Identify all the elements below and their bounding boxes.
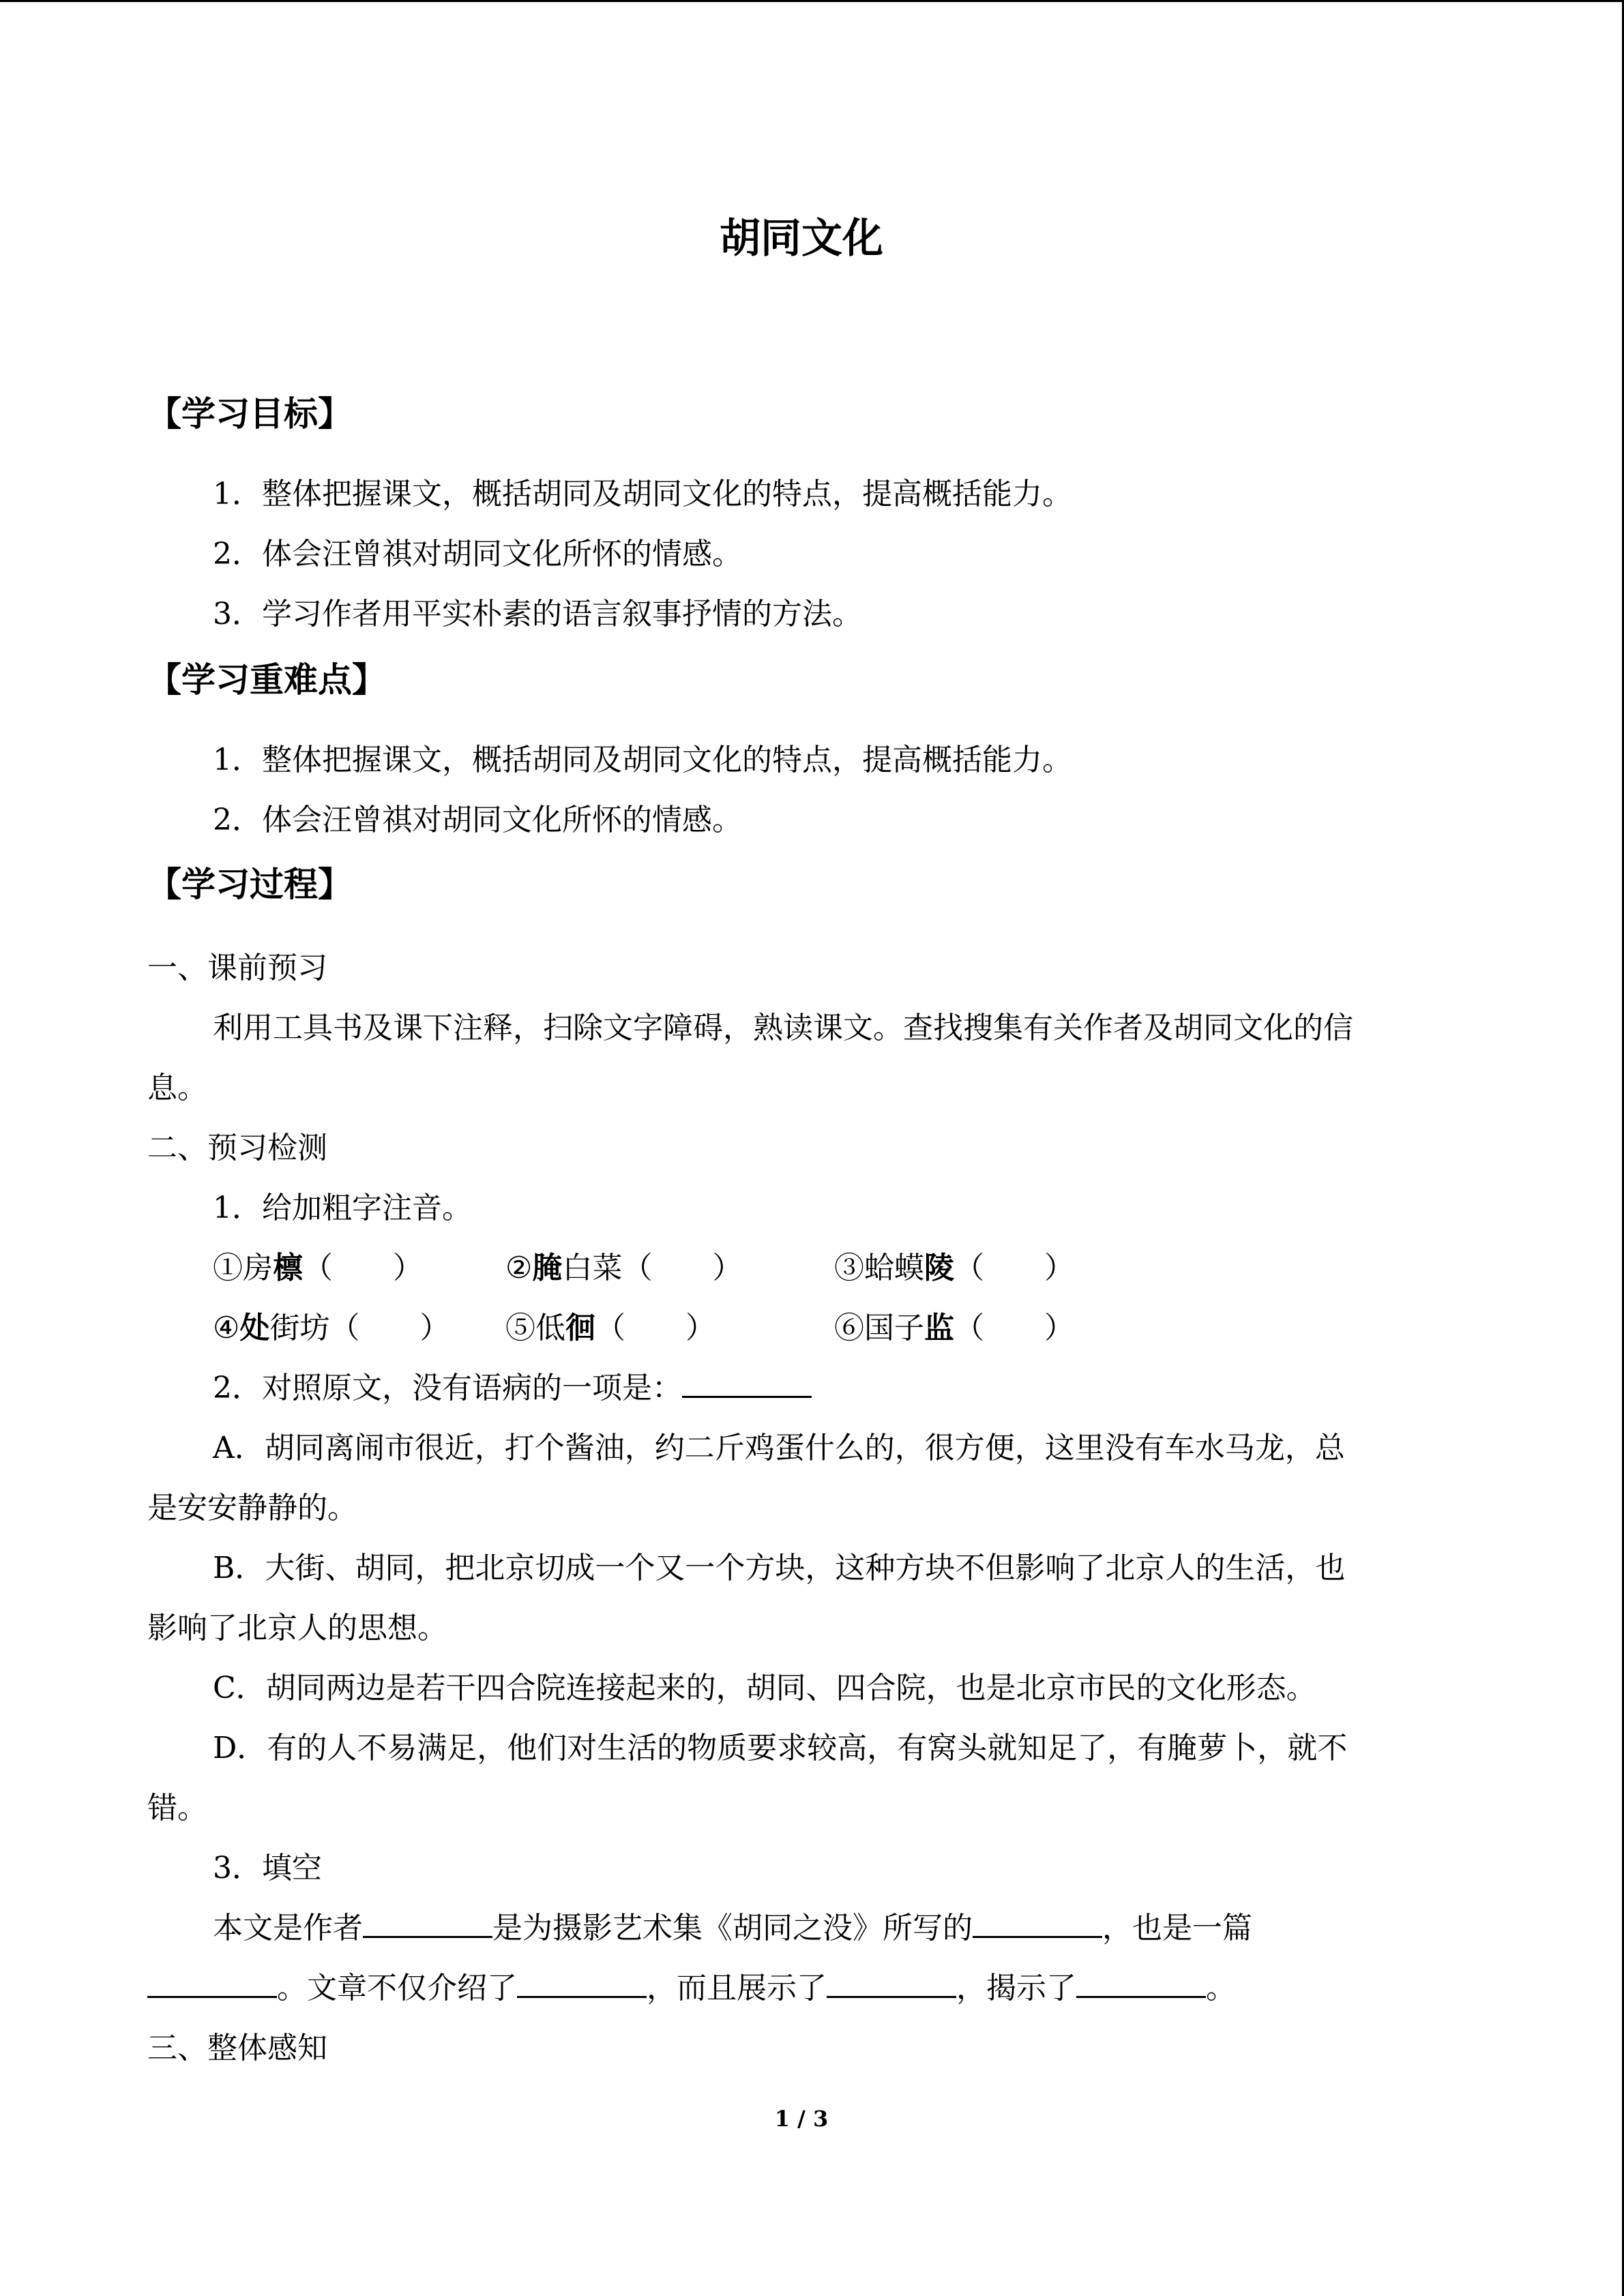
question-3: 3．填空: [213, 1851, 322, 1885]
option-b-continued: 影响了北京人的思想。: [147, 1611, 447, 1645]
answer-blank[interactable]: [682, 1369, 812, 1398]
pron-prefix: ⑤低: [505, 1311, 565, 1345]
answer-blank[interactable]: [1076, 1969, 1206, 1998]
pron-answer-paren: 街坊（ ）: [269, 1311, 450, 1345]
goal-item: 3．学习作者用平实朴素的语言叙事抒情的方法。: [213, 597, 862, 631]
question-1: 1．给加粗字注音。: [213, 1191, 472, 1225]
preview-text: 利用工具书及课下注释，扫除文字障碍，熟读课文。查找搜集有关作者及胡同文化的信: [213, 1011, 1353, 1045]
option-a-continued: 是安安静静的。: [147, 1491, 357, 1525]
question-2: [213, 1368, 812, 1409]
page-border-top: [0, 0, 1624, 2]
question-2-text: 2．对照原文，没有语病的一项是：: [213, 1371, 682, 1405]
answer-blank[interactable]: [827, 1969, 956, 1998]
option-a: A．胡同离闹市很近，打个酱油，约二斤鸡蛋什么的，很方便，这里没有车水马龙，总: [213, 1431, 1345, 1465]
answer-blank[interactable]: [517, 1969, 647, 1998]
part-title-check: 二、预习检测: [147, 1131, 327, 1165]
preview-text: 息。: [147, 1071, 207, 1105]
pron-bold-char: 檩: [273, 1251, 303, 1285]
page-number: 1 / 3: [774, 2106, 829, 2132]
option-c: C．胡同两边是若干四合院连接起来的，胡同、四合院，也是北京市民的文化形态。: [213, 1671, 1316, 1705]
fill-in-line-1: [213, 1908, 1252, 1949]
fill-text: 本文是作者: [213, 1911, 363, 1945]
fill-text: ，揭示了: [956, 1971, 1076, 2006]
pron-answer-paren: （ ）: [954, 1251, 1074, 1285]
key-point-item: 1．整体把握课文，概括胡同及胡同文化的特点，提高概括能力。: [213, 743, 1072, 777]
part-title-preview: 一、课前预习: [147, 951, 327, 985]
pron-item: [213, 1308, 449, 1349]
pron-prefix: ③蛤蟆: [834, 1251, 924, 1285]
fill-text: 是为摄影艺术集《胡同之没》所写的: [492, 1911, 973, 1945]
pron-bold-char: 腌: [532, 1251, 563, 1285]
section-heading-goals: 【学习目标】: [147, 394, 352, 434]
goal-item: 2．体会汪曾祺对胡同文化所怀的情感。: [213, 537, 742, 571]
pron-answer-paren: （ ）: [595, 1311, 715, 1345]
pron-prefix: ⑥国子: [834, 1311, 924, 1345]
answer-blank[interactable]: [363, 1909, 492, 1938]
pron-item: [834, 1248, 1074, 1289]
pron-item: [213, 1248, 423, 1289]
pron-item: [505, 1248, 742, 1289]
goal-item: 1．整体把握课文，概括胡同及胡同文化的特点，提高概括能力。: [213, 477, 1072, 511]
section-heading-key-points: 【学习重难点】: [147, 660, 386, 700]
fill-text: ，而且展示了: [647, 1971, 827, 2006]
key-point-item: 2．体会汪曾祺对胡同文化所怀的情感。: [213, 803, 742, 837]
section-heading-process: 【学习过程】: [147, 865, 352, 904]
option-b: B．大街、胡同，把北京切成一个又一个方块，这种方块不但影响了北京人的生活，也: [213, 1551, 1346, 1585]
option-d: D．有的人不易满足，他们对生活的物质要求较高，有窝头就知足了，有腌萝卜，就不: [213, 1731, 1348, 1765]
pron-bold-char: 监: [924, 1311, 954, 1345]
pron-prefix: ④: [213, 1311, 240, 1345]
pron-item: [834, 1308, 1074, 1349]
pron-prefix: ①房: [213, 1251, 273, 1285]
fill-text: 。文章不仅介绍了: [277, 1971, 517, 2006]
option-d-continued: 错。: [147, 1791, 207, 1825]
pron-answer-paren: （ ）: [954, 1311, 1074, 1345]
pron-prefix: ②: [505, 1251, 533, 1285]
fill-text: ，也是一篇: [1102, 1911, 1252, 1945]
pron-bold-char: 陵: [924, 1251, 954, 1285]
answer-blank[interactable]: [973, 1909, 1102, 1938]
pron-answer-paren: 白菜（ ）: [562, 1251, 743, 1285]
fill-text: 。: [1206, 1971, 1236, 2006]
pron-answer-paren: （ ）: [303, 1251, 423, 1285]
page-title: 胡同文化: [720, 215, 883, 263]
fill-in-line-2: [147, 1968, 1236, 2009]
pron-bold-char: 徊: [565, 1311, 595, 1345]
pron-bold-char: 处: [239, 1311, 270, 1345]
answer-blank[interactable]: [147, 1969, 277, 1998]
pron-item: [505, 1308, 715, 1349]
part-title-overview: 三、整体感知: [147, 2031, 327, 2066]
